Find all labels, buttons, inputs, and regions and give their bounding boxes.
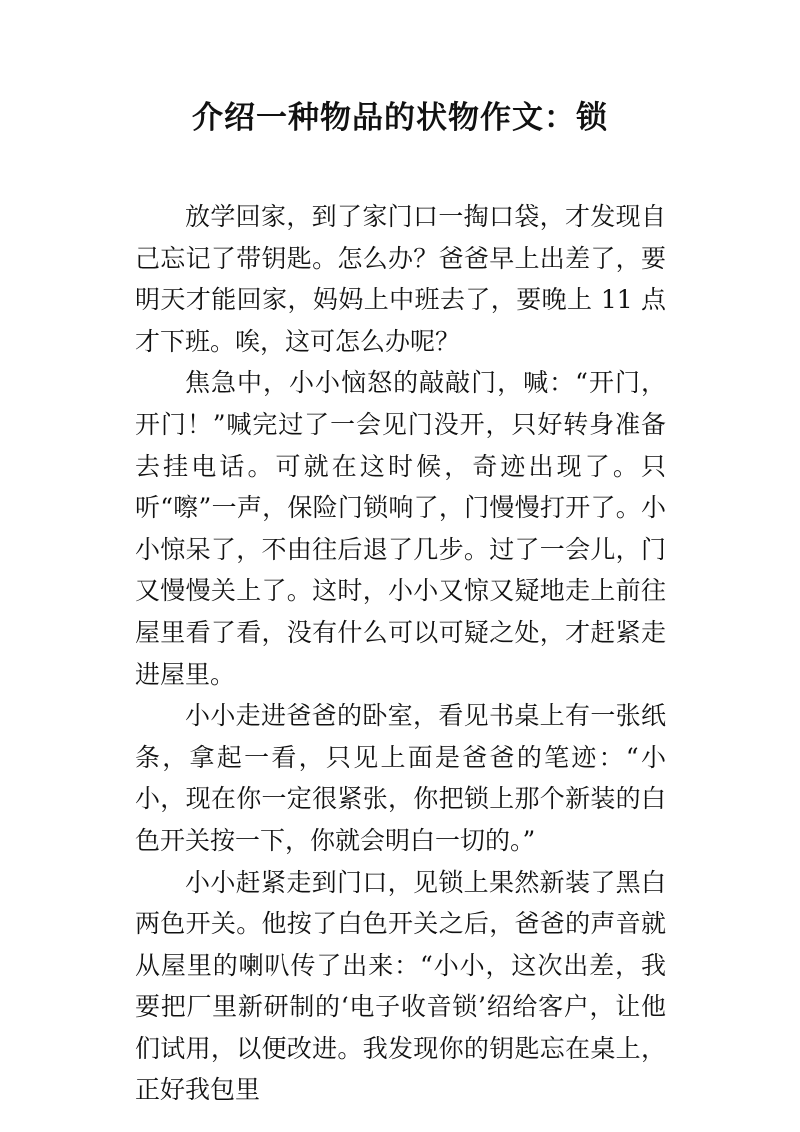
paragraph: 焦急中，小小恼怒的敲敲门，喊：“开门，开门！”喊完过了一会见门没开，只好转身准备去挂电话。可就在这时候，奇迹出现了。只听“嚓”一声，保险门锁响了，门慢慢打开了。小小惊呆了，不由往后退了几步。过了一会儿，门又慢慢关上了。这时，小小又惊又疑地走上前往屋里看了看，没有什么可以可疑之处，才赶紧走进屋里。 — [135, 368, 666, 689]
paragraph: 小小走进爸爸的卧室，看见书桌上有一张纸条，拿起一看，只见上面是爸爸的笔迹：“小小，现在你一定很紧张，你把锁上那个新装的白色开关按一下，你就会明白一切的。” — [135, 701, 666, 855]
paragraph: 放学回家，到了家门口一掏口袋，才发现自己忘记了带钥匙。怎么办？爸爸早上出差了，要明天才能回家，妈妈上中班去了，要晚上 11 点才下班。唉，这可怎么办呢？ — [135, 202, 666, 356]
document-body — [135, 196, 666, 1111]
document-title: 介绍一种物品的状物作文：锁 — [192, 100, 608, 136]
paragraph: 小小赶紧走到门口，见锁上果然新装了黑白两色开关。他按了白色开关之后，爸爸的声音就从屋里的喇叭传了出来：“小小，这次出差，我要把厂里新研制的‘电子收音锁’绍给客户，让他们试用，以便改进。我发现你的钥匙忘在桌上，正好我包里 — [135, 867, 666, 1105]
